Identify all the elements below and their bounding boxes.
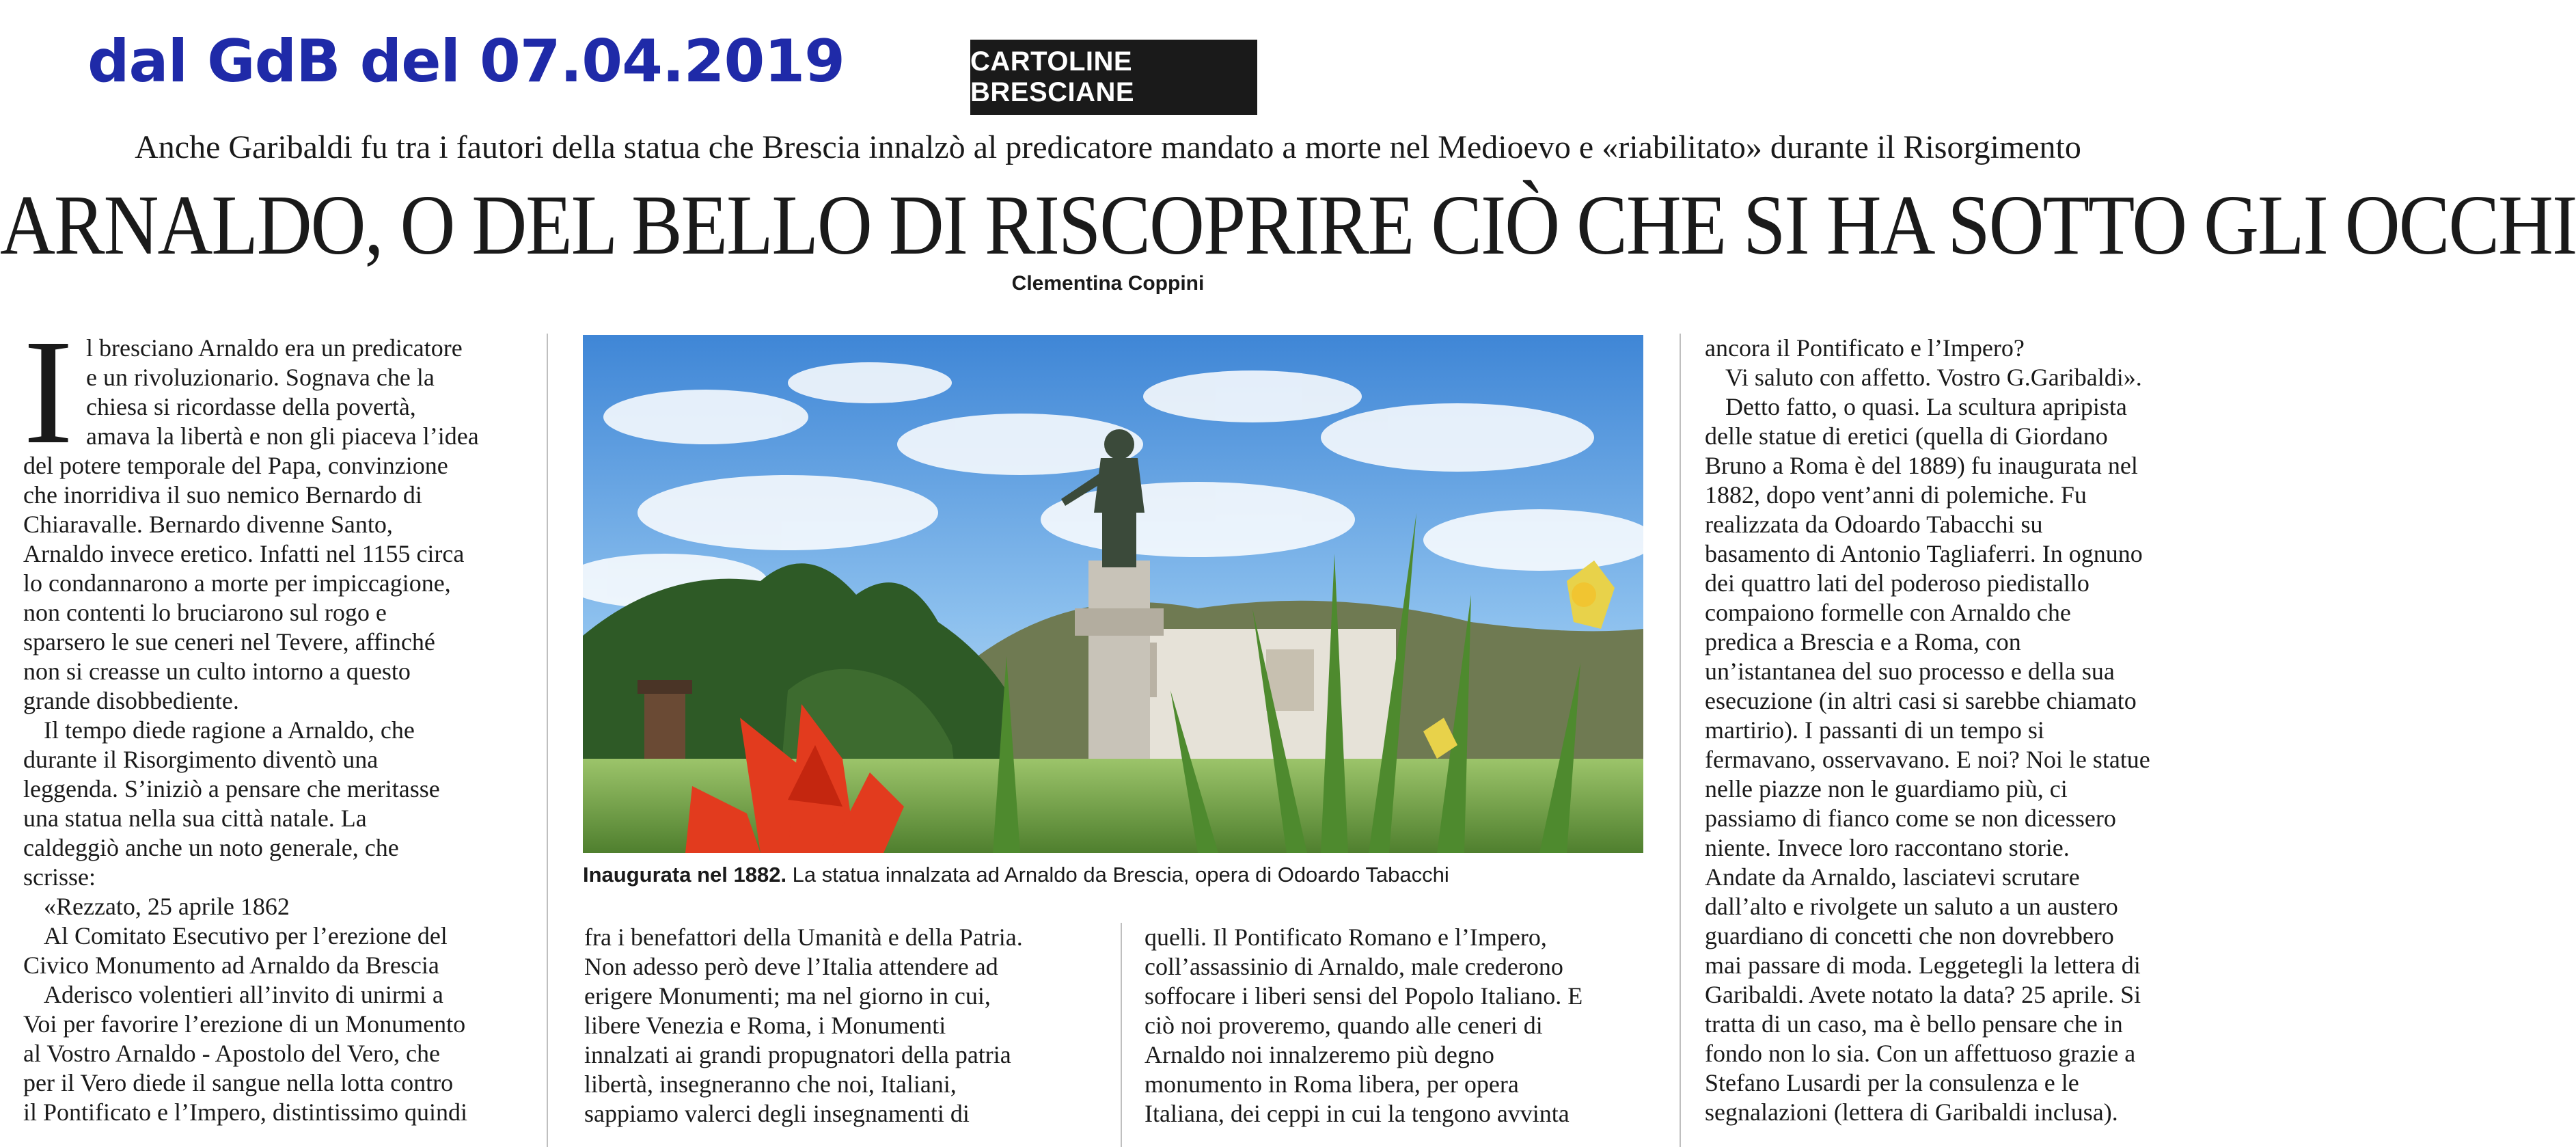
- headline: ARNALDO, O DEL BELLO DI RISCOPRIRE CIÒ CHE SI HA SOTTO GLI OCCHI: [0, 178, 2576, 273]
- column-1: [23, 308, 522, 1127]
- source-label: dal GdB del 07.04.2019: [87, 27, 845, 96]
- text-line: Garibaldi. Avete notato la data? 25 aprile. Si: [1705, 981, 2141, 1008]
- text-line: ancora il Pontificato e l’Impero?: [1705, 334, 2025, 362]
- text-line: mai passare di moda. Leggetegli la lettera di: [1705, 952, 2141, 979]
- text-line: sappiamo valerci degli insegnamenti di: [584, 1100, 970, 1127]
- section-rubric: CARTOLINE BRESCIANE: [970, 40, 1257, 115]
- text-line: non si creasse un culto intorno a questo: [23, 658, 411, 685]
- text-line: il Pontificato e l’Impero, distintissimo quindi: [23, 1098, 467, 1126]
- text-line: durante il Risorgimento diventò una: [23, 746, 379, 773]
- text-line: «Rezzato, 25 aprile 1862: [44, 893, 290, 920]
- text-line: libertà, insegneranno che noi, Italiani,: [584, 1070, 957, 1098]
- drop-cap: I: [23, 308, 74, 475]
- text-line: Civico Monumento ad Arnaldo da Brescia: [23, 952, 439, 979]
- text-line: ciò noi proveremo, quando alle ceneri di: [1145, 1012, 1543, 1039]
- column-5: [1705, 334, 2204, 1127]
- text-line: chiesa si ricordasse della povertà,: [86, 393, 416, 420]
- text-line: realizzata da Odoardo Tabacchi su: [1705, 511, 2043, 538]
- text-line: un’istantanea del suo processo e della sua: [1705, 658, 2115, 685]
- text-line: grande disobbediente.: [23, 687, 239, 714]
- caption-text: La statua innalzata ad Arnaldo da Brescia, opera di Odoardo Tabacchi: [786, 863, 1449, 887]
- text-line: passiamo di fianco come se non dicessero: [1705, 805, 2116, 832]
- text-line: 1882, dopo vent’anni di polemiche. Fu: [1705, 481, 2087, 509]
- text-line: Andate da Arnaldo, lasciatevi scrutare: [1705, 863, 2080, 891]
- text-line: fra i benefattori della Umanità e della Patria.: [584, 923, 1023, 951]
- text-line: leggenda. S’iniziò a pensare che meritasse: [23, 775, 440, 802]
- text-line: innalzati ai grandi propugnatori della patria: [584, 1041, 1011, 1068]
- text-line: monumento in Roma libera, per opera: [1145, 1070, 1519, 1098]
- text-line: e un rivoluzionario. Sognava che la: [86, 364, 435, 391]
- text-line: quelli. Il Pontificato Romano e l’Impero,: [1145, 923, 1547, 951]
- text-line: che inorridiva il suo nemico Bernardo di: [23, 481, 422, 509]
- text-line: segnalazioni (lettera di Garibaldi inclusa).: [1705, 1098, 2118, 1126]
- text-line: Vi saluto con affetto. Vostro G.Garibaldi».: [1725, 364, 2142, 391]
- text-line: Il tempo diede ragione a Arnaldo, che: [44, 716, 415, 744]
- text-line: Chiaravalle. Bernardo divenne Santo,: [23, 511, 393, 538]
- text-line: Arnaldo noi innalzeremo più degno: [1145, 1041, 1494, 1068]
- text-line: libere Venezia e Roma, i Monumenti: [584, 1012, 946, 1039]
- text-line: Al Comitato Esecutivo per l’erezione del: [44, 922, 448, 949]
- text-line: erigere Monumenti; ma nel giorno in cui,: [584, 982, 991, 1010]
- text-line: lo condannarono a morte per impiccagione,: [23, 569, 451, 597]
- text-line: fermavano, osservavano. E noi? Noi le statue: [1705, 746, 2150, 773]
- text-line: dei quattro lati del poderoso piedistallo: [1705, 569, 2089, 597]
- text-line: guardiano di concetti che non dovrebbero: [1705, 922, 2114, 949]
- column-rule: [1121, 923, 1122, 1147]
- text-line: Arnaldo invece eretico. Infatti nel 1155 circa: [23, 540, 465, 567]
- text-line: Aderisco volentieri all’invito di unirmi a: [44, 981, 443, 1008]
- text-line: fondo non lo sia. Con un affettuoso grazie a: [1705, 1040, 2136, 1067]
- text-line: basamento di Antonio Tagliaferri. In ognuno: [1705, 540, 2143, 567]
- text-line: tratta di un caso, ma è bello pensare che in: [1705, 1010, 2123, 1038]
- column-rule: [1680, 334, 1681, 1147]
- text-line: del potere temporale del Papa, convinzione: [23, 452, 448, 479]
- text-line: Italiana, dei ceppi in cui la tengono avvinta: [1145, 1100, 1570, 1127]
- text-line: predica a Brescia e a Roma, con: [1705, 628, 2021, 656]
- text-line: niente. Invece loro raccontano storie.: [1705, 834, 2070, 861]
- text-line: per il Vero diede il sangue nella lotta contro: [23, 1069, 454, 1096]
- byline: Clementina Coppini: [1011, 272, 1205, 295]
- text-line: dall’alto e rivolgete un saluto a un austero: [1705, 893, 2118, 920]
- column-rule: [547, 334, 548, 1147]
- text-line: Non adesso però deve l’Italia attendere ad: [584, 953, 998, 980]
- text-line: una statua nella sua città natale. La: [23, 805, 367, 832]
- text-line: martirio). I passanti di un tempo si: [1705, 716, 2044, 744]
- text-line: Stefano Lusardi per la consulenza e le: [1705, 1069, 2079, 1096]
- text-line: Bruno a Roma è del 1889) fu inaugurata nel: [1705, 452, 2138, 479]
- caption-lead: Inaugurata nel 1882.: [583, 863, 787, 887]
- text-line: Detto fatto, o quasi. La scultura apripista: [1725, 393, 2127, 420]
- text-line: non contenti lo bruciarono sul rogo e: [23, 599, 387, 626]
- article-photo: [583, 335, 1643, 853]
- text-line: sparsero le sue ceneri nel Tevere, affinché: [23, 628, 435, 656]
- text-line: al Vostro Arnaldo - Apostolo del Vero, che: [23, 1040, 440, 1067]
- text-line: l bresciano Arnaldo era un predicatore: [86, 334, 463, 362]
- text-line: amava la libertà e non gli piaceva l’idea: [86, 422, 479, 450]
- text-line: compaiono formelle con Arnaldo che: [1705, 599, 2071, 626]
- text-line: scrisse:: [23, 863, 96, 891]
- text-line: delle statue di eretici (quella di Giordano: [1705, 422, 2108, 450]
- text-line: coll’assassinio di Arnaldo, male crederono: [1145, 953, 1563, 980]
- text-line: esecuzione (in altri casi si sarebbe chiamato: [1705, 687, 2137, 714]
- photo-caption: [583, 863, 1643, 887]
- text-line: soffocare i liberi sensi del Popolo Italiano. E: [1145, 982, 1583, 1010]
- column-3: [584, 923, 1090, 1129]
- text-line: nelle piazze non le guardiamo più, ci: [1705, 775, 2068, 802]
- text-line: Voi per favorire l’erezione di un Monumento: [23, 1010, 466, 1038]
- column-4: [1145, 923, 1643, 1129]
- text-line: caldeggiò anche un noto generale, che: [23, 834, 399, 861]
- kicker: Anche Garibaldi fu tra i fautori della statua che Brescia innalzò al predicatore mandato a morte nel Medioevo e «riabilitato» durante il Risorgimento: [135, 129, 2081, 165]
